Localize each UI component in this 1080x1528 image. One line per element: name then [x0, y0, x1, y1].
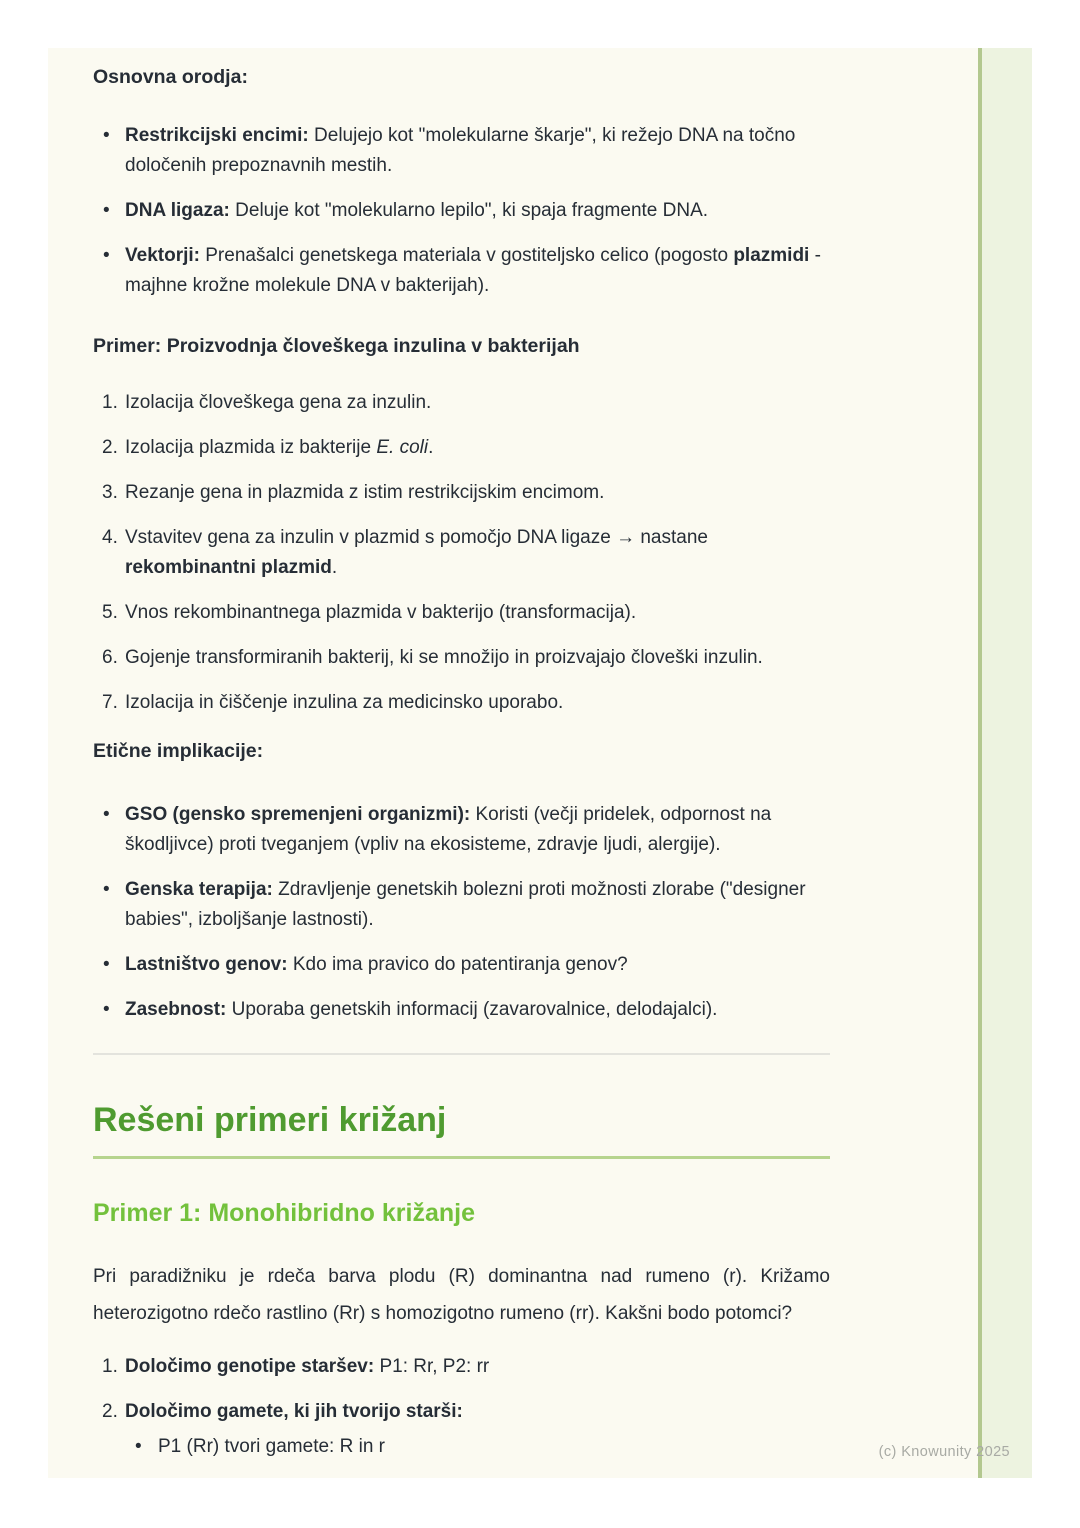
item-text: Vstavitev gena za inzulin v plazmid s pomočjo DNA ligaze → nastane — [125, 527, 708, 548]
example-1-problem-text: Pri paradižniku je rdeča barva plodu (R) dominantna nad rumeno (r). Križamo heterozigotno rdečo rastlino (Rr) s homozigotno rumeno (rr). Kakšni bodo potomci? — [93, 1266, 830, 1324]
item-italic-text: E. coli — [376, 437, 429, 458]
item-number: 5. — [102, 602, 118, 623]
gametes-sublist — [125, 1432, 830, 1462]
item-text: Izolacija in čiščenje inzulina za medicinsko uporabo. — [125, 692, 564, 713]
list-item — [93, 950, 830, 980]
copyright-watermark: (c) Knowunity 2025 — [878, 1444, 1010, 1460]
subheading-example-1: Primer 1: Monohibridno križanje — [93, 1199, 475, 1227]
document-page — [48, 48, 978, 1478]
list-item — [93, 433, 830, 463]
list-item — [93, 121, 830, 181]
item-bold-text: Restrikcijski encimi: — [125, 125, 309, 146]
item-text: P1 (Rr) tvori gamete: R in r — [158, 1436, 385, 1457]
item-text: . — [428, 437, 434, 458]
list-item — [93, 875, 830, 935]
list-item — [93, 196, 830, 226]
item-text: Gojenje transformiranih bakterij, ki se množijo in proizvajajo človeški inzulin. — [125, 647, 763, 668]
tools-list — [93, 121, 830, 301]
list-item — [93, 800, 830, 860]
item-bold-text: Lastništvo genov: — [125, 954, 288, 975]
item-bold-text: Genska terapija: — [125, 879, 273, 900]
list-item — [93, 643, 830, 673]
item-number: 3. — [102, 482, 118, 503]
item-number: 6. — [102, 647, 118, 668]
item-text: Zdravljenje genetskih bolezni proti možnosti zlorabe ("designer babies", izboljšanje lastnosti). — [125, 879, 806, 930]
item-text: - majhne krožne molekule DNA v bakterijah). — [125, 245, 821, 296]
item-number: 2. — [102, 1401, 118, 1422]
item-number: 1. — [102, 392, 118, 413]
item-text: Prenašalci genetskega materiala v gostiteljsko celico (pogosto — [199, 245, 734, 266]
section-divider — [93, 1053, 830, 1055]
item-text: Uporaba genetskih informacij (zavarovalnice, delodajalci). — [226, 999, 718, 1020]
section-heading-tools: Osnovna orodja: — [93, 66, 248, 88]
section-heading-insulin-example: Primer: Proizvodnja človeškega inzulina v bakterijah — [93, 335, 580, 357]
insulin-steps-list — [93, 388, 830, 718]
list-item — [93, 241, 830, 301]
item-text: Kdo ima pravico do patentiranja genov? — [287, 954, 628, 975]
item-bold-text: GSO (gensko spremenjeni organizmi): — [125, 804, 471, 825]
item-text: . — [331, 557, 338, 578]
list-item — [93, 688, 830, 718]
item-bold-text: Določimo gamete, ki jih tvorijo starši: — [125, 1401, 463, 1422]
list-item — [93, 1352, 830, 1382]
item-text: P1: Rr, P2: rr — [374, 1356, 490, 1377]
item-text: Izolacija plazmida iz bakterije — [125, 437, 377, 458]
item-number: 4. — [102, 527, 118, 548]
item-bold-text: Vektorji: — [125, 245, 200, 266]
side-accent-panel — [982, 48, 1032, 1478]
item-text: Koristi (večji pridelek, odpornost na škodljivce) proti tveganjem (vpliv na ekosisteme, zdravje ljudi, alergije). — [125, 804, 772, 855]
item-text: Delujejo kot "molekularne škarje", ki režejo DNA na točno določenih prepoznavnih mestih. — [125, 125, 796, 176]
main-heading-solved-examples: Rešeni primeri križanj — [93, 1099, 830, 1159]
list-item — [125, 1432, 830, 1462]
item-bold-text: Določimo genotipe staršev: — [125, 1356, 375, 1377]
ethics-list — [93, 800, 830, 1025]
item-text: Vnos rekombinantnega plazmida v bakterijo (transformacija). — [125, 602, 637, 623]
item-bold-text: DNA ligaza: — [125, 200, 230, 221]
item-text: Izolacija človeškega gena za inzulin. — [125, 392, 432, 413]
section-heading-ethics: Etične implikacije: — [93, 740, 264, 762]
item-bold-text: rekombinantni plazmid — [125, 557, 332, 578]
list-item — [93, 478, 830, 508]
list-item — [93, 388, 830, 418]
list-item — [93, 598, 830, 628]
list-item — [93, 995, 830, 1025]
list-item — [93, 1397, 830, 1462]
item-text: Rezanje gena in plazmida z istim restrikcijskim encimom. — [125, 482, 605, 503]
item-bold-text: Zasebnost: — [125, 999, 227, 1020]
item-text: Deluje kot "molekularno lepilo", ki spaja fragmente DNA. — [229, 200, 709, 221]
page-content — [48, 64, 978, 1462]
item-bold-text: plazmidi — [733, 245, 810, 266]
list-item — [93, 523, 830, 583]
item-number: 1. — [102, 1356, 118, 1377]
example1-steps-list — [93, 1352, 830, 1462]
item-number: 2. — [102, 437, 118, 458]
item-number: 7. — [102, 692, 118, 713]
